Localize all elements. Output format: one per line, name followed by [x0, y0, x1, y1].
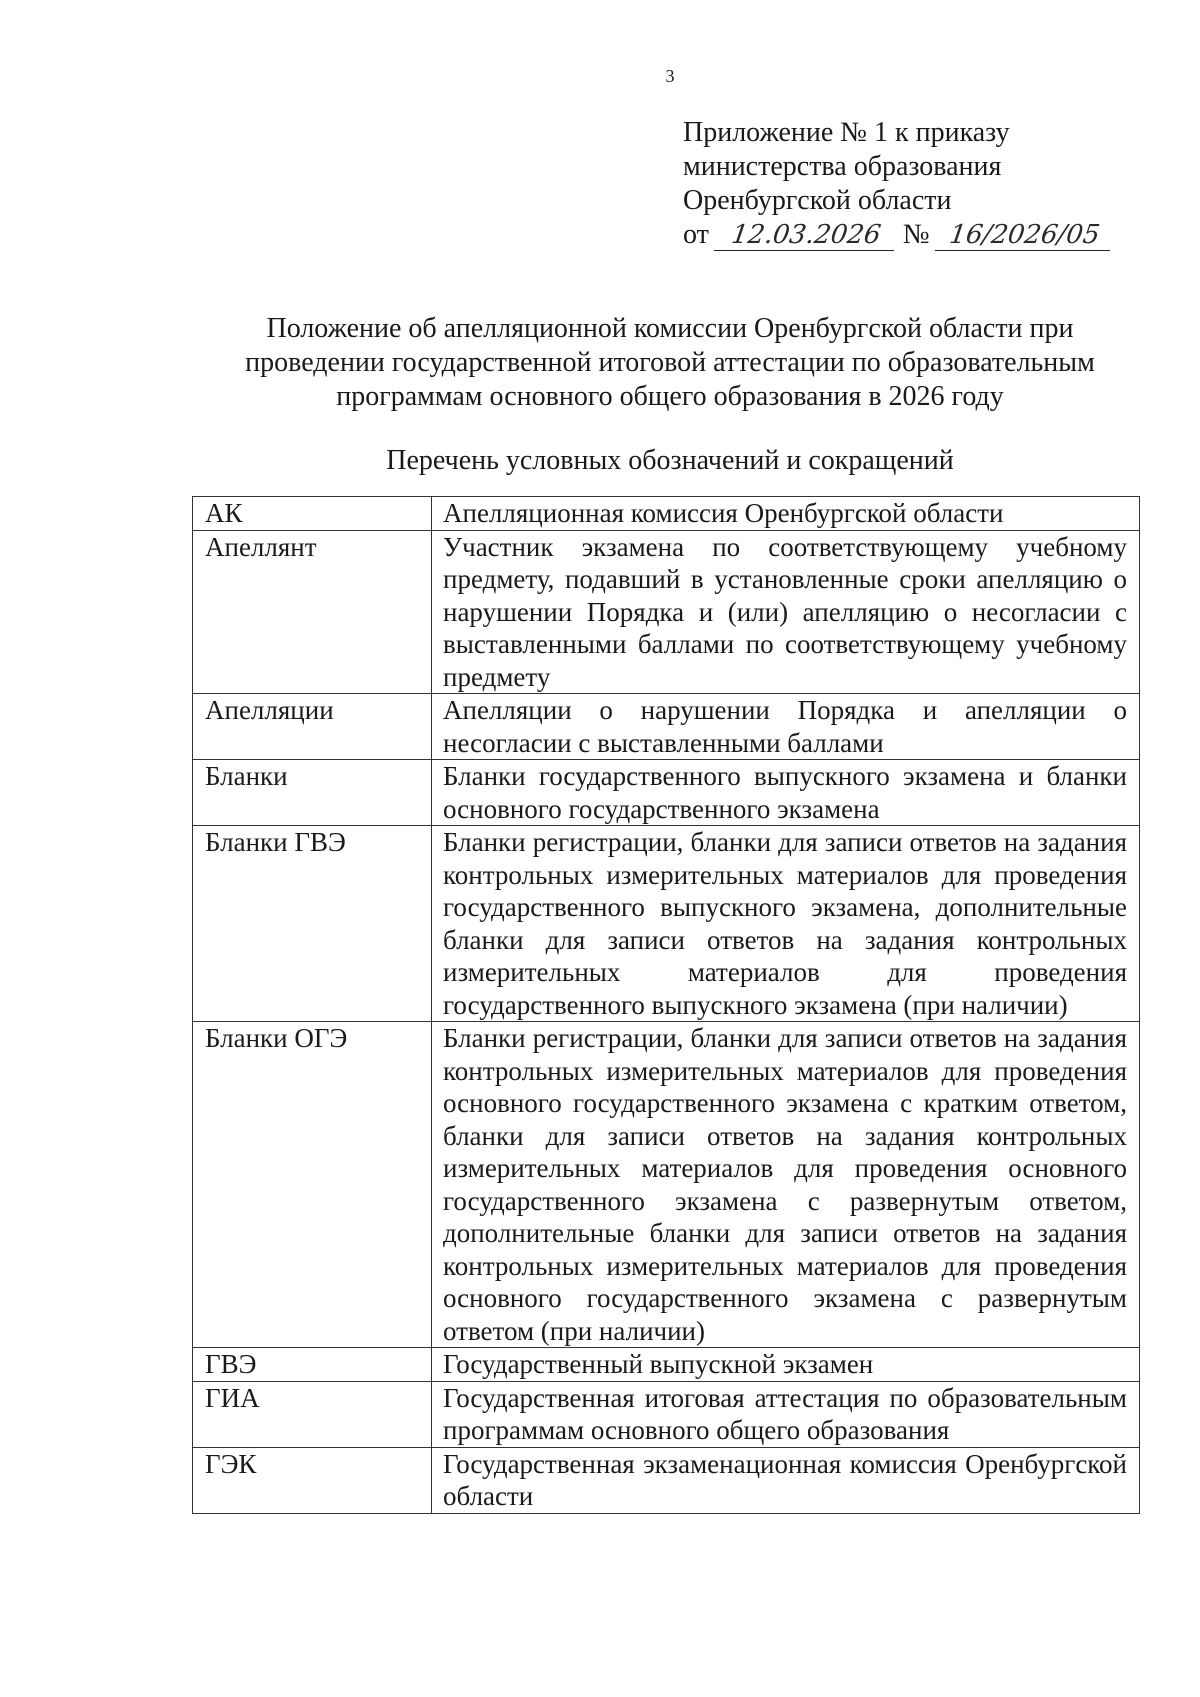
table-row [193, 826, 1140, 1022]
appendix-line: Оренбургской области [683, 185, 952, 216]
handwritten-number: 16/2026/05 [934, 220, 1113, 251]
abbreviation-term: Бланки ГВЭ [193, 826, 432, 1022]
abbreviation-term: ГВЭ [193, 1348, 432, 1382]
abbreviation-term: АК [193, 497, 432, 531]
table-row [193, 530, 1140, 694]
abbreviation-definition: Государственная итоговая аттестация по образовательным программам основного общего образования [432, 1381, 1140, 1447]
title-line: Положение об апелляционной комиссии Оренбургской области при [266, 313, 1074, 344]
table-row [193, 760, 1140, 826]
table-row [193, 694, 1140, 760]
table-row [193, 1022, 1140, 1348]
appendix-date-number [683, 218, 1112, 252]
abbreviation-definition: Государственный выпускной экзамен [432, 1348, 1140, 1382]
appendix-line: министерства образования [683, 151, 1002, 182]
table-row [193, 497, 1140, 531]
abbreviation-term: Апеллянт [193, 530, 432, 694]
abbreviation-definition: Бланки государственного выпускного экзамена и бланки основного государственного экзамена [432, 760, 1140, 826]
abbreviation-term: ГИА [193, 1381, 432, 1447]
abbreviation-term: Апелляции [193, 694, 432, 760]
abbreviation-definition: Бланки регистрации, бланки для записи ответов на задания контрольных измерительных материалов для проведения государственного выпускного экзамена, дополнительные бланки для записи ответов на задания контрольных измерительных материалов для проведения государственного выпускного экзамена (при наличии) [432, 826, 1140, 1022]
abbreviation-term: Бланки ОГЭ [193, 1022, 432, 1348]
abbreviation-definition: Апелляционная комиссия Оренбургской области [432, 497, 1140, 531]
abbreviations-table [192, 496, 1140, 1514]
abbreviation-definition: Участник экзамена по соответствующему учебному предмету, подавший в установленные сроки апелляцию о нарушении Порядка и (или) апелляцию о несогласии с выставленными баллами по соответствующему учебному предмету [432, 530, 1140, 694]
handwritten-date: 12.03.2026 [714, 220, 898, 251]
table-row [193, 1447, 1140, 1513]
abbreviation-definition: Бланки регистрации, бланки для записи ответов на задания контрольных измерительных материалов для проведения основного государственного экзамена с кратким ответом, бланки для записи ответов на задания контрольных измерительных материалов для проведения основного государственного экзамена с развернутым ответом, дополнительные бланки для записи ответов на задания контрольных измерительных материалов для проведения основного государственного экзамена с развернутым ответом (при наличии) [432, 1022, 1140, 1348]
title-line: проведении государственной итоговой аттестации по образовательным [245, 347, 1095, 378]
abbreviation-term: ГЭК [193, 1447, 432, 1513]
title-line: программам основного общего образования в 2026 году [336, 381, 1004, 412]
abbreviation-term: Бланки [193, 760, 432, 826]
page-number: 3 [665, 66, 675, 86]
document-title [210, 312, 1130, 414]
abbreviation-definition: Апелляции о нарушении Порядка и апелляции о несогласии с выставленными баллами [432, 694, 1140, 760]
date-prefix: от [683, 219, 709, 250]
number-prefix: № [902, 219, 930, 250]
table-row [193, 1348, 1140, 1382]
list-title: Перечень условных обозначений и сокращений [386, 445, 954, 476]
appendix-header [683, 116, 1112, 252]
appendix-line: Приложение № 1 к приказу [683, 117, 1010, 148]
abbreviation-definition: Государственная экзаменационная комиссия Оренбургской области [432, 1447, 1140, 1513]
table-row [193, 1381, 1140, 1447]
